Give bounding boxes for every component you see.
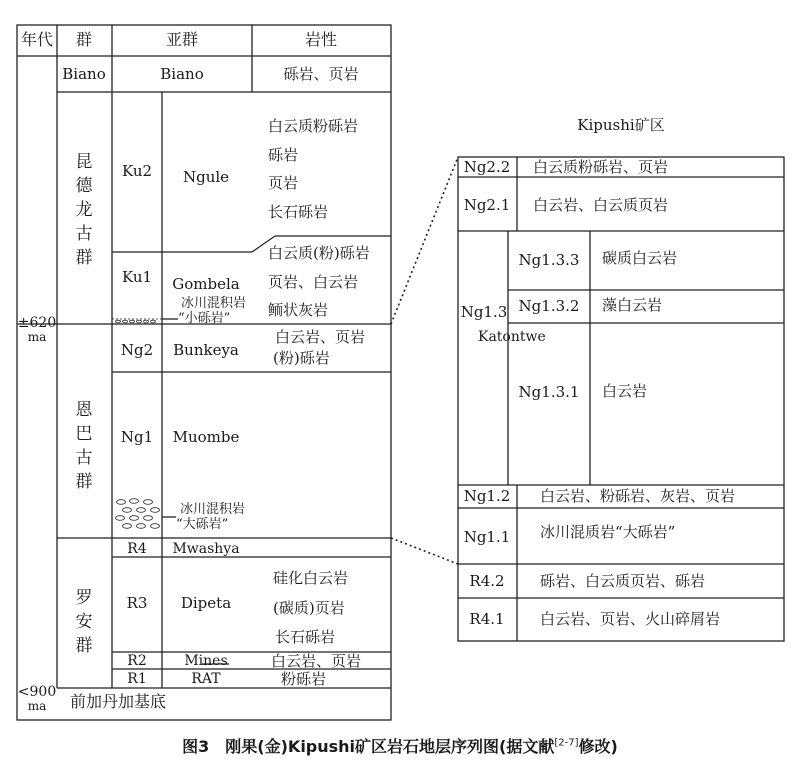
muombe-subgroup: Muombe [172, 428, 240, 446]
ng131-code: Ng1.3.1 [518, 383, 580, 401]
tillite-large-2: “大砾岩” [176, 517, 229, 532]
ku2-lith-1: 白云质粉砾岩 [268, 117, 359, 135]
header-era: 年代 [20, 30, 54, 49]
roan-group: 罗安群 [75, 588, 93, 656]
r1-code: R1 [127, 671, 147, 687]
ku2-lith-3: 页岩 [268, 174, 299, 192]
biano-group: Biano [62, 65, 106, 83]
ng2-lith-1: 白云岩、页岩 [275, 328, 366, 346]
r1-lithology: 粉砾岩 [281, 670, 327, 688]
r3-lith-2: (碳质)页岩 [273, 599, 345, 617]
ng12-code: Ng1.2 [463, 487, 511, 505]
ng11-lithology: 冰川混质岩“大砾岩” [540, 523, 676, 541]
basement: 前加丹加基底 [70, 692, 167, 711]
ku2-code: Ku2 [121, 162, 153, 180]
age-620-unit: ma [27, 330, 47, 344]
ng22-lithology: 白云质粉砾岩、页岩 [533, 158, 669, 176]
header-lithology: 岩性 [304, 30, 338, 49]
ng21-code: Ng2.1 [463, 196, 511, 214]
ku2-lith-2: 砾岩 [268, 146, 299, 164]
age-900-unit: ma [27, 699, 47, 713]
kundelungu-group: 昆德龙古群 [75, 152, 93, 268]
ku2-lith-4: 长石砾岩 [268, 203, 329, 221]
r3-lith-3: 长石砾岩 [275, 628, 336, 646]
ku1-lith-1: 白云质(粉)砾岩 [268, 244, 370, 262]
ng13-code: Ng1.3 [460, 303, 508, 321]
ng132-code: Ng1.3.2 [518, 297, 580, 315]
header-subgroup: 亚群 [165, 30, 199, 49]
age-900: <900 [17, 684, 57, 700]
ng1-code: Ng1 [120, 428, 154, 446]
gombela-subgroup: Gombela [172, 275, 240, 293]
r41-lithology: 白云岩、页岩、火山碎屑岩 [540, 610, 721, 628]
r2-code: R2 [127, 653, 147, 669]
r42-lithology: 砾岩、白云质页岩、砾岩 [540, 572, 706, 590]
ku1-code: Ku1 [121, 268, 153, 286]
r41-code: R4.1 [469, 610, 505, 628]
ng131-lithology: 白云岩 [602, 382, 648, 400]
r3-lith-1: 硅化白云岩 [273, 569, 349, 587]
ng133-code: Ng1.3.3 [518, 251, 580, 269]
tillite-large-1: 冰川混积岩 [180, 502, 246, 517]
ku1-lith-3: 鲕状灰岩 [268, 301, 329, 319]
r4-code: R4 [127, 541, 147, 557]
mines-subgroup: Mines [184, 653, 228, 669]
ng12-lithology: 白云岩、粉砾岩、灰岩、页岩 [540, 487, 736, 505]
mwashya-subgroup: Mwashya [172, 541, 240, 557]
tillite-small-2: “小砾岩” [178, 311, 231, 326]
ng2-lith-2: (粉)砾岩 [273, 349, 330, 367]
katontwe-label: Katontwe [478, 329, 546, 345]
ngule-subgroup: Ngule [182, 168, 230, 186]
bunkeya-subgroup: Bunkeya [173, 341, 239, 359]
rat-subgroup: RAT [191, 671, 221, 687]
r3-code: R3 [126, 594, 148, 612]
figure-caption [0, 734, 800, 757]
ng2-code: Ng2 [120, 341, 154, 359]
caption-reference: [2-7] [554, 737, 579, 749]
ng132-lithology: 藻白云岩 [602, 296, 663, 314]
age-620: ±620 [17, 315, 57, 331]
ku1-lith-2: 页岩、白云岩 [268, 273, 359, 291]
biano-lithology: 砾岩、页岩 [283, 65, 359, 83]
nguba-group: 恩巴古群 [75, 400, 93, 492]
ng21-lithology: 白云岩、白云质页岩 [533, 196, 669, 214]
kipushi-title: Kipushi矿区 [577, 116, 665, 134]
r2-lithology: 白云岩、页岩 [271, 652, 362, 670]
caption-prefix: 图3 刚果(金)Kipushi矿区岩石地层序列图(据文献 [182, 737, 555, 756]
ng11-code: Ng1.1 [463, 528, 511, 546]
tillite-small-1: 冰川混积岩 [181, 296, 247, 311]
ng22-code: Ng2.2 [463, 158, 511, 176]
r42-code: R4.2 [469, 572, 505, 590]
dipeta-subgroup: Dipeta [180, 594, 232, 612]
biano-subgroup: Biano [160, 65, 204, 83]
header-group: 群 [75, 30, 93, 49]
ng133-lithology: 碳质白云岩 [602, 249, 678, 267]
caption-suffix: 修改) [578, 737, 618, 756]
